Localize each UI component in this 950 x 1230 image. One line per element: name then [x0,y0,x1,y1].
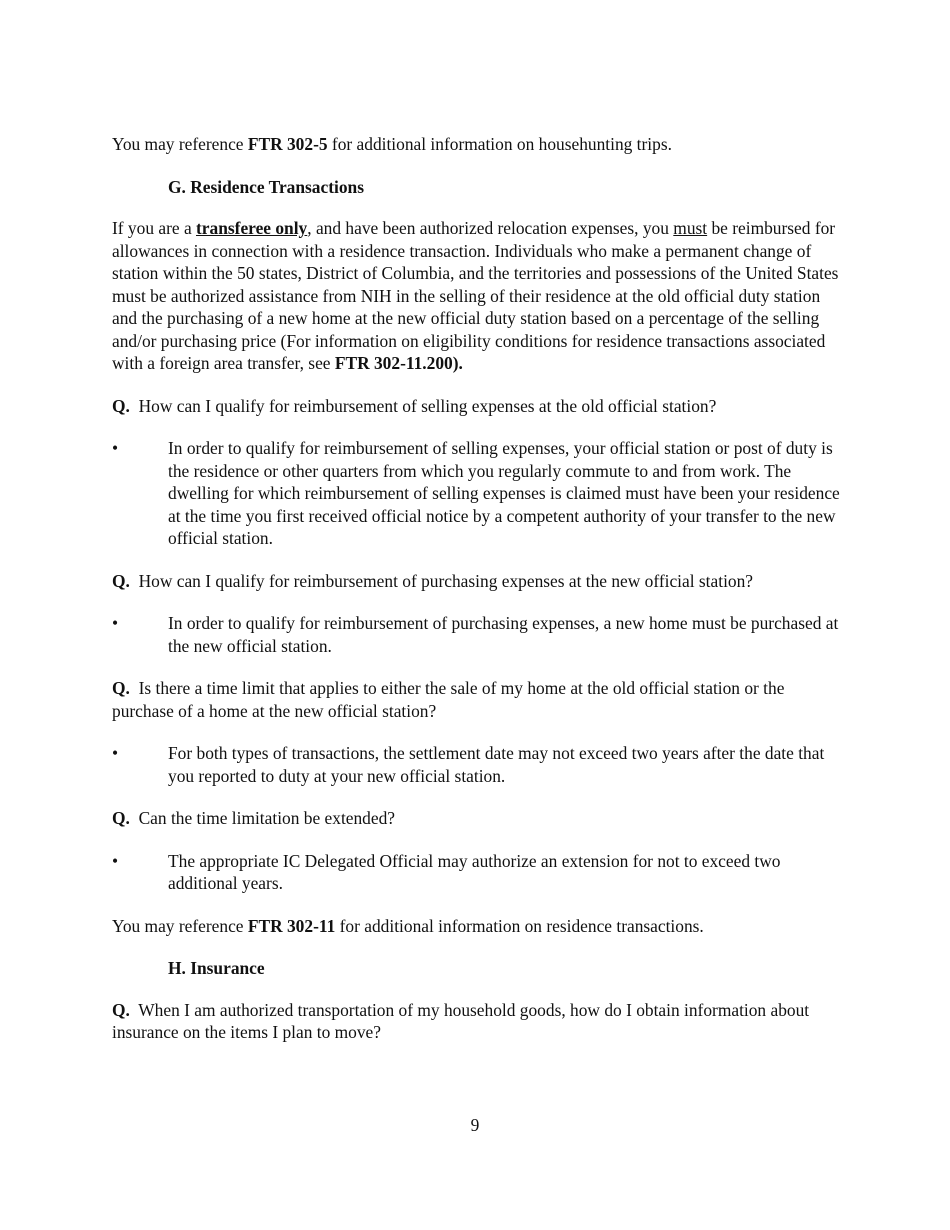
answer-bullet [112,612,842,657]
text: , and have been authorized relocation expenses, you [307,218,674,238]
emphasis-must: must [673,218,708,238]
residence-intro-paragraph [112,217,842,375]
section-heading-residence-transactions: G. Residence Transactions [168,176,364,197]
question-text: How can I qualify for reimbursement of selling expenses at the old official station? [138,395,717,416]
answer-bullet [112,742,842,787]
question-label: Q. [112,570,130,591]
section-heading-insurance: H. Insurance [168,958,265,978]
text: You may reference [112,915,248,936]
ftr-reference: FTR 302-5 [247,134,328,154]
answer-bullet [112,850,842,895]
bullet-icon: • [112,613,119,633]
question [112,395,842,418]
question [112,677,842,722]
emphasis-transferee-only: transferee only [196,218,308,238]
text: for additional information on residence transactions. [335,915,704,936]
bullet-icon: • [112,743,119,763]
page-content [112,133,842,1064]
question-label: Q. [112,678,130,698]
question-label: Q. [112,808,130,828]
question-text: When I am authorized transportation of my household goods, how do I obtain information about insurance on the items I plan to move? [112,999,810,1042]
answer-text: In order to qualify for reimbursement of selling expenses, your official station or post of duty is the residence or other quarters from which you regularly commute to and from work. The dwelling for which reimbursement of selling expenses is claimed must have been your residence at the time you first received official notice by a competent authority of your transfer to the new official station. [168,438,840,548]
question-label: Q. [112,395,130,416]
residence-transactions-reference [112,915,842,938]
text: for additional information on househunting trips. [327,134,672,154]
text: You may reference [112,134,248,154]
ftr-reference: FTR 302-11 [247,915,336,936]
question-label: Q. [112,999,130,1020]
househunting-reference [112,133,842,156]
answer-text: The appropriate IC Delegated Official may authorize an extension for not to exceed two additional years. [168,850,781,893]
ftr-reference: FTR 302-11.200). [334,353,463,373]
question-text: Is there a time limit that applies to either the sale of my home at the old official station or the purchase of a home at the new official station? [112,678,785,721]
answer-bullet [112,437,842,550]
question [112,807,842,830]
text: be reimbursed for allowances in connection with a residence transaction. Individuals who make a permanent change of station within the 50 states, District of Columbia, and the territories and possessions of the United States must be authorized assistance from NIH in the selling of their residence at the old official duty station and the purchasing of a new home at the new official duty station based on a percentage of the selling and/or purchasing price (For information on eligibility conditions for residence transactions associated with a foreign area transfer, see [112,218,839,373]
question-text: Can the time limitation be extended? [138,808,396,828]
question [112,999,842,1044]
bullet-icon: • [112,850,119,871]
question [112,570,842,593]
question-text: How can I qualify for reimbursement of purchasing expenses at the new official station? [138,570,754,591]
bullet-icon: • [112,438,119,458]
answer-text: For both types of transactions, the settlement date may not exceed two years after the date that you reported to duty at your new official station. [168,743,825,786]
page-number: 9 [470,1115,480,1135]
answer-text: In order to qualify for reimbursement of purchasing expenses, a new home must be purchased at the new official station. [168,613,839,656]
text: If you are a [112,218,197,238]
